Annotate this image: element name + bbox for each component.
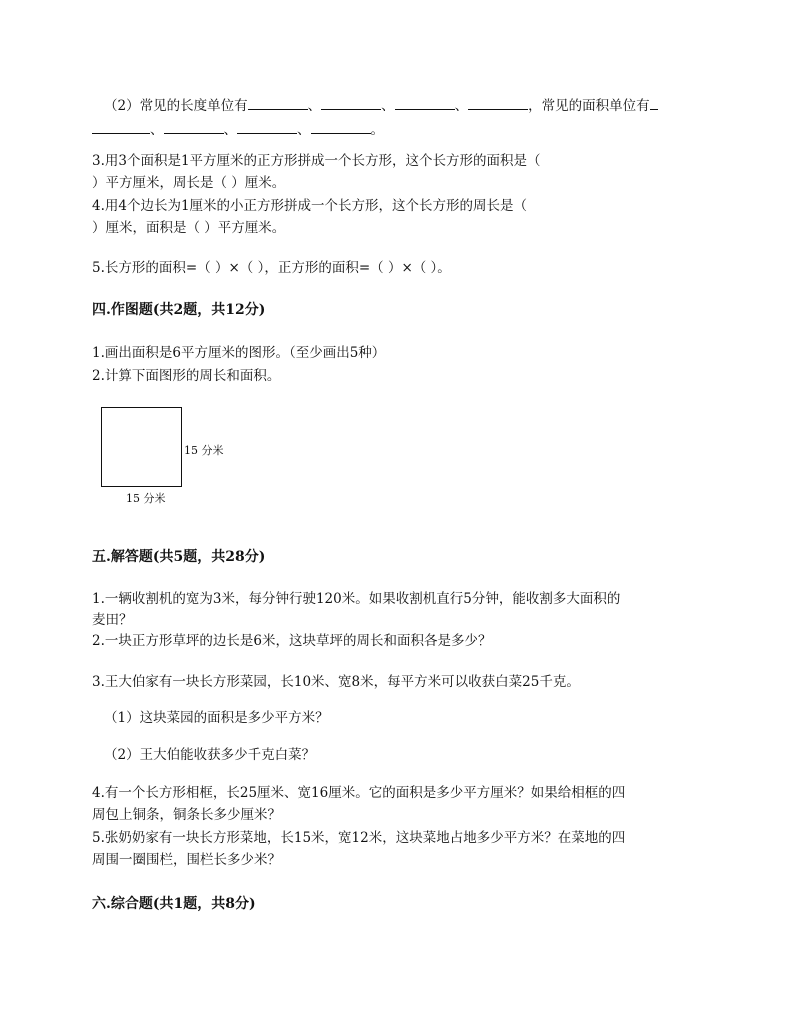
- s5-q4-line2: 周包上铜条，铜条长多少厘米？: [92, 807, 281, 823]
- q2-mid: ，常见的面积单位有: [528, 98, 650, 114]
- square-bottom-label: 15 分米: [126, 492, 166, 505]
- answer-blank[interactable]: [321, 95, 381, 110]
- s5-q5-line2: 周围一圈围栏，围栏长多少米？: [92, 852, 281, 868]
- answer-blank[interactable]: [395, 95, 455, 110]
- q4-line1: 4.用4个边长为1厘米的小正方形拼成一个长方形，这个长方形的周长是（: [92, 198, 528, 214]
- answer-blank[interactable]: [311, 119, 371, 134]
- square-figure: [101, 407, 182, 487]
- q3-line1: 3.用3个面积是1平方厘米的正方形拼成一个长方形，这个长方形的面积是（: [92, 153, 541, 169]
- s5-q2: 2.一块正方形草坪的边长是6米，这块草坪的周长和面积各是多少？: [92, 633, 492, 649]
- s5-q1-line2: 麦田？: [92, 612, 133, 628]
- q2-line2: 、 、 、 。: [92, 119, 384, 139]
- q4-line2: ）厘米，面积是（ ）平方厘米。: [92, 220, 286, 236]
- section5-title: 五.解答题(共5题，共28分): [92, 549, 266, 565]
- q3-line2: ）平方厘米，周长是（ ）厘米。: [92, 175, 286, 191]
- section4-q2: 2.计算下面图形的周长和面积。: [92, 368, 281, 384]
- s5-q5-line1: 5.张奶奶家有一块长方形菜地，长15米，宽12米，这块菜地占地多少平方米？在菜地的四: [92, 830, 626, 846]
- answer-blank[interactable]: [164, 119, 224, 134]
- q5-line: 5.长方形的面积=（ ）×（ ），正方形的面积=（ ）×（ ）。: [92, 260, 451, 276]
- section6-title: 六.综合题(共1题，共8分): [92, 896, 256, 912]
- q2-prefix: （2）常见的长度单位有: [104, 98, 248, 114]
- s5-q3-sub1: （1）这块菜园的面积是多少平方米？: [104, 710, 329, 726]
- answer-blank[interactable]: [650, 95, 658, 110]
- q2-line1: （2）常见的长度单位有 、 、 、 ，常见的面积单位有: [104, 95, 658, 115]
- answer-blank[interactable]: [468, 95, 528, 110]
- s5-q4-line1: 4.有一个长方形相框，长25厘米、宽16厘米。它的面积是多少平方厘米？如果给相框的四: [92, 785, 626, 801]
- s5-q3: 3.王大伯家有一块长方形菜园，长10米、宽8米，每平方米可以收获白菜25千克。: [92, 674, 580, 690]
- section4-title: 四.作图题(共2题，共12分): [92, 302, 266, 318]
- answer-blank[interactable]: [237, 119, 297, 134]
- s5-q1-line1: 1.一辆收割机的宽为3米，每分钟行驶120米。如果收割机直行5分钟，能收割多大面积的: [92, 591, 621, 607]
- section4-q1: 1.画出面积是6平方厘米的图形。（至少画出5种）: [92, 345, 386, 361]
- answer-blank[interactable]: [92, 119, 150, 134]
- square-side-label: 15 分米: [184, 444, 224, 457]
- answer-blank[interactable]: [248, 95, 308, 110]
- s5-q3-sub2: （2）王大伯能收获多少千克白菜？: [104, 747, 316, 763]
